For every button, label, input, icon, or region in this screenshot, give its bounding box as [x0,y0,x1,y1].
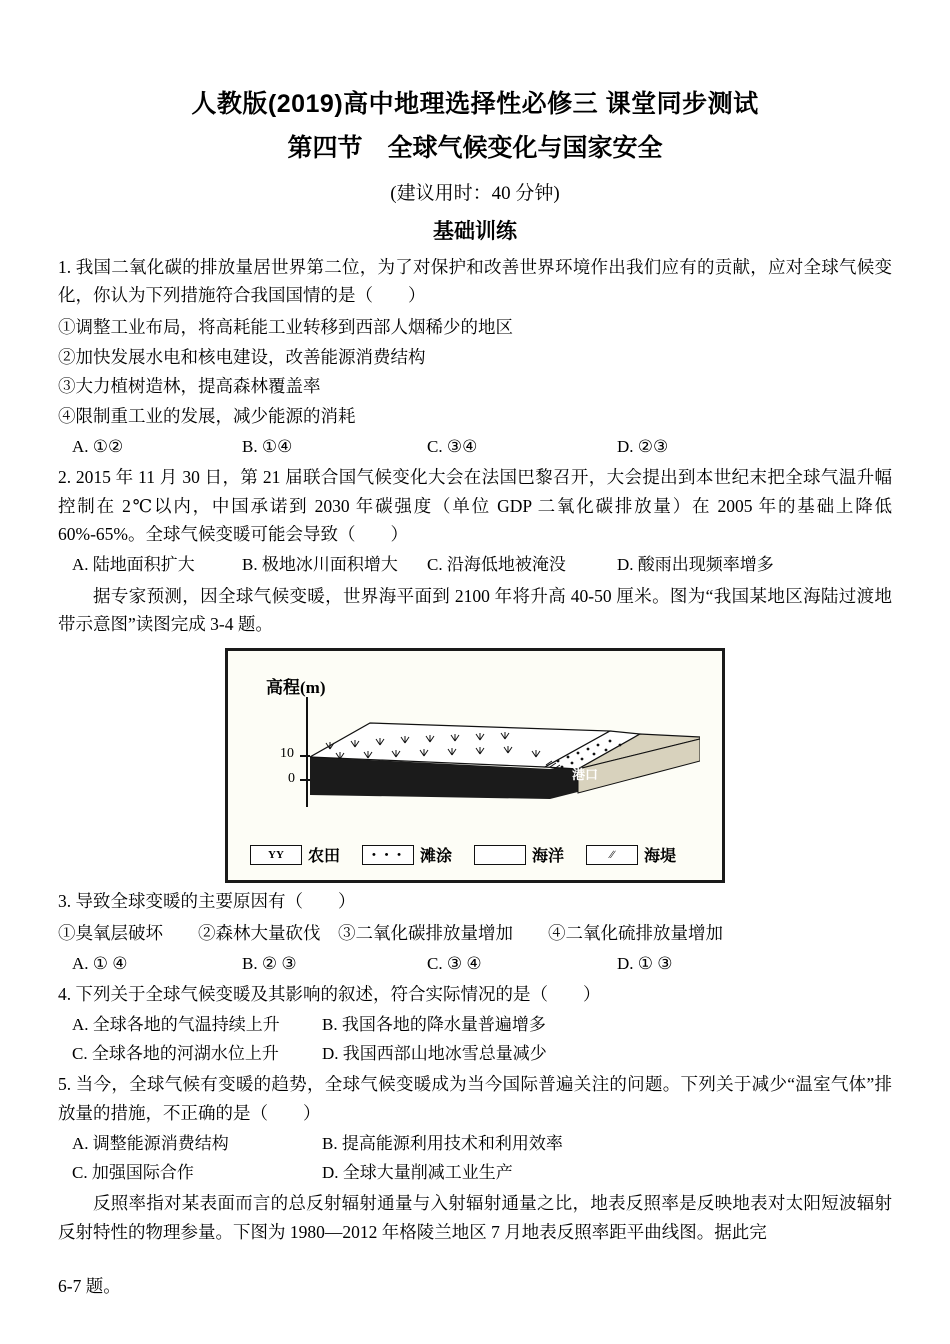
material-text-67-tail: 6-7 题。 [58,1276,121,1297]
question-1-item-2: ②加快发展水电和核电建设，改善能源消费结构 [58,346,426,367]
option-c[interactable]: C. 全球各地的河湖水位上升 [72,1044,279,1064]
legend-label-farmland: 农田 [308,848,341,866]
question-1-item-1: ①调整工业布局，将高耗能工业转移到西部人烟稀少的地区 [58,316,513,337]
figure-tick-mark-0 [300,779,310,781]
legend-swatch-tidalflat: • • • [362,845,414,865]
coastal-transition-diagram [225,648,725,883]
option-c[interactable]: C. 沿海低地被淹没 [427,555,566,575]
option-c[interactable]: C. 加强国际合作 [72,1163,194,1183]
question-5-options-row-2 [58,1159,892,1186]
legend-item-ocean [474,843,564,866]
option-b[interactable]: B. ② ③ [242,953,297,973]
option-c[interactable]: C. ③ ④ [427,953,482,973]
material-text-67: 反照率指对某表面而言的总反射辐射通量与入射辐射通量之比，地表反照率是反映地表对太阳短波辐射反射特性的物理参量。下图为 1980—2012 年格陵兰地区 7 月地表反照率距平曲线图。据此完 [58,1193,892,1242]
option-a[interactable]: A. 陆地面积扩大 [72,555,195,575]
option-a[interactable]: A. 全球各地的气温持续上升 [72,1015,280,1035]
question-4-options-row-2 [58,1040,892,1067]
option-d[interactable]: D. 酸雨出现频率增多 [617,555,774,575]
question-5-stem: 5. 当今，全球气候有变暖的趋势，全球气候变暖成为当今国际普遍关注的问题。下列关于减少“温室气体”排放量的措施，不正确的是（ ） [58,1074,892,1123]
option-d[interactable]: D. 全球大量削减工业生产 [322,1163,513,1183]
port-label: 港口 [572,767,599,783]
terrain-block-diagram [310,709,700,814]
question-4-options-row-1 [58,1011,892,1038]
legend-swatch-farmland: ΥΥ [250,845,302,865]
option-b[interactable]: B. 极地冰川面积增大 [242,555,398,575]
option-d[interactable]: D. ②③ [617,437,669,457]
legend-item-seawall [586,843,676,866]
figure-y-axis-line [306,697,308,807]
question-5-options-row-1 [58,1130,892,1157]
question-1-options [58,433,892,460]
legend-swatch-seawall: ∕∕ [586,845,638,865]
question-1-stem: 1. 我国二氧化碳的排放量居世界第二位，为了对保护和改善世界环境作出我们应有的贡献，应对全球气候变化，你认为下列措施符合我国国情的是（ ） [58,257,892,306]
figure-tick-10: 10 [280,746,294,762]
figure-legend [250,843,705,866]
material-text-34: 据专家预测，因全球气候变暖，世界海平面到 2100 年将升高 40-50 厘米。图为“我国某地区海陆过渡地带示意图”读图完成 3-4 题。 [58,585,892,634]
question-2-options [58,551,892,578]
question-4-stem: 4. 下列关于全球气候变暖及其影响的叙述，符合实际情况的是（ ） [58,983,601,1004]
option-b[interactable]: B. 提高能源利用技术和利用效率 [322,1134,563,1154]
question-3-item-1: ①臭氧层破坏 ②森林大量砍伐 ③二氧化碳排放量增加 ④二氧化硫排放量增加 [58,922,723,943]
spacer [58,1249,892,1269]
option-b[interactable]: B. 我国各地的降水量普遍增多 [322,1015,546,1035]
option-a[interactable]: A. 调整能源消费结构 [72,1134,229,1154]
option-a[interactable]: A. ① ④ [72,953,128,973]
question-3-options [58,950,892,977]
legend-swatch-ocean [474,845,526,865]
option-b[interactable]: B. ①④ [242,437,293,457]
section-heading: 基础训练 [433,220,517,243]
option-d[interactable]: D. 我国西部山地冰雪总量减少 [322,1044,547,1064]
question-2-stem: 2. 2015 年 11 月 30 日，第 21 届联合国气候变化大会在法国巴黎召开，大会提出到本世纪末把全球气温升幅控制在 2℃以内，中国承诺到 2030 年碳强度（单位 GDP 二氧化碳排放量）在 2005 年的基础上降低 60%-65%。全球气候变暖可能会导致（ ） [58,467,892,545]
legend-label-ocean: 海洋 [532,848,565,866]
page-title: 人教版(2019)高中地理选择性必修三 课堂同步测试 [191,90,759,118]
time-note: (建议用时：40 分钟) [390,183,560,204]
legend-item-tidalflat [362,843,452,866]
legend-label-tidalflat: 滩涂 [420,848,453,866]
figure-tick-mark-10 [300,755,310,757]
page-subtitle: 第四节 全球气候变化与国家安全 [287,134,663,162]
legend-item-farmland [250,843,340,866]
question-1-item-4: ④限制重工业的发展，减少能源的消耗 [58,406,356,427]
option-d[interactable]: D. ① ③ [617,953,673,973]
figure-container [58,648,892,883]
option-c[interactable]: C. ③④ [427,437,478,457]
option-a[interactable]: A. ①② [72,437,124,457]
legend-label-seawall: 海堤 [644,848,677,866]
question-3-stem: 3. 导致全球变暖的主要原因有（ ） [58,891,356,912]
question-1-item-3: ③大力植树造林，提高森林覆盖率 [58,376,321,397]
figure-y-axis-label: 高程(m) [266,678,326,698]
figure-tick-0: 0 [288,771,295,787]
